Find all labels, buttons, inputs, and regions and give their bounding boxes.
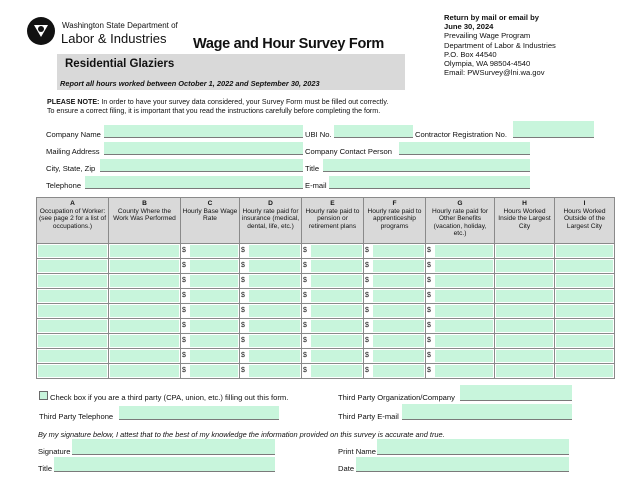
table-cell[interactable] [555, 274, 615, 289]
note-line-2: To ensure a correct filing, it is important that you read the instructions carefully before completing the form. [47, 107, 381, 115]
table-row [37, 319, 615, 334]
signature-input[interactable] [72, 439, 275, 455]
address-line: P.O. Box 44540 [444, 49, 497, 59]
table-cell[interactable] [109, 244, 181, 259]
hours-input[interactable] [556, 275, 613, 287]
table-cell[interactable] [302, 259, 364, 274]
rate-input[interactable] [190, 365, 238, 377]
hours-input[interactable] [556, 290, 613, 302]
address-line: Department of Labor & Industries [444, 40, 556, 50]
email-label: E-mail [305, 181, 327, 190]
currency-symbol: $ [182, 322, 186, 329]
currency-symbol: $ [241, 337, 245, 344]
table-cell[interactable] [555, 244, 615, 259]
hours-input[interactable] [496, 245, 553, 257]
reporting-period: Report all hours worked between October 1, 2022 and September 30, 2023 [60, 79, 320, 88]
table-cell[interactable] [426, 259, 495, 274]
hours-input[interactable] [496, 320, 553, 332]
print-name-input[interactable] [377, 439, 569, 455]
attestation-statement: By my signature below, I attest that to the best of my knowledge the information provided on this survey is accurate and true. [38, 430, 445, 439]
table-cell[interactable] [302, 244, 364, 259]
third-party-checkbox[interactable] [39, 391, 48, 400]
table-cell[interactable] [495, 349, 555, 364]
third-party-org-input[interactable] [460, 385, 572, 401]
table-row [37, 304, 615, 319]
rate-input[interactable] [435, 365, 493, 377]
table-cell[interactable] [495, 244, 555, 259]
email-address: Email: PWSurvey@lni.wa.gov [444, 68, 545, 78]
table-header-row [37, 198, 615, 244]
department-line-1: Washington State Department of [62, 21, 178, 30]
contractor-reg-input[interactable] [513, 121, 594, 138]
date-input[interactable] [356, 457, 569, 472]
table-cell[interactable] [364, 244, 426, 259]
table-cell[interactable] [302, 289, 364, 304]
currency-symbol: $ [427, 247, 431, 254]
rate-input[interactable] [249, 305, 300, 317]
table-cell[interactable] [426, 364, 495, 379]
table-cell[interactable] [37, 319, 109, 334]
currency-symbol: $ [365, 322, 369, 329]
rate-input[interactable] [311, 275, 362, 287]
currency-symbol: $ [303, 262, 307, 269]
currency-symbol: $ [365, 292, 369, 299]
currency-symbol: $ [427, 352, 431, 359]
rate-input[interactable] [435, 320, 493, 332]
currency-symbol: $ [365, 352, 369, 359]
county-input[interactable] [110, 320, 179, 332]
table-cell[interactable] [364, 274, 426, 289]
rate-input[interactable] [373, 365, 424, 377]
rate-input[interactable] [249, 245, 300, 257]
county-input[interactable] [110, 335, 179, 347]
telephone-input[interactable] [85, 176, 303, 189]
rate-input[interactable] [249, 275, 300, 287]
currency-symbol: $ [241, 277, 245, 284]
table-cell[interactable] [364, 349, 426, 364]
table-cell[interactable] [495, 319, 555, 334]
title-label: Title [305, 164, 320, 173]
table-cell[interactable] [495, 334, 555, 349]
table-cell[interactable] [37, 244, 109, 259]
rate-input[interactable] [373, 245, 424, 257]
table-cell[interactable] [302, 349, 364, 364]
table-row [37, 259, 615, 274]
rate-input[interactable] [311, 350, 362, 362]
hours-input[interactable] [556, 365, 613, 377]
currency-symbol: $ [303, 292, 307, 299]
ubi-no-label: UBI No. [305, 130, 332, 139]
column-header-b: B County Where the Work Was Performed [109, 198, 181, 244]
table-cell[interactable] [240, 304, 302, 319]
occupation-input[interactable] [38, 245, 107, 257]
table-cell[interactable] [109, 319, 181, 334]
table-cell[interactable] [109, 289, 181, 304]
company-name-label: Company Name [46, 130, 101, 139]
currency-symbol: $ [303, 352, 307, 359]
currency-symbol: $ [365, 337, 369, 344]
signature-title-label: Title [38, 464, 53, 473]
third-party-email-input[interactable] [402, 404, 572, 420]
column-header-e: E Hourly rate paid to pension or retirement plans [302, 198, 364, 244]
table-cell[interactable] [364, 259, 426, 274]
table-cell[interactable] [240, 334, 302, 349]
table-cell[interactable] [240, 259, 302, 274]
occupation-input[interactable] [38, 260, 107, 272]
occupation-input[interactable] [38, 305, 107, 317]
rate-input[interactable] [373, 275, 424, 287]
table-cell[interactable] [109, 334, 181, 349]
column-header-g: G Hourly rate paid for Other Benefits (vacation, holiday, etc.) [426, 198, 495, 244]
column-header-d: D Hourly rate paid for insurance (medical, dental, life, etc.) [240, 198, 302, 244]
rate-input[interactable] [373, 350, 424, 362]
county-input[interactable] [110, 260, 179, 272]
hours-input[interactable] [496, 335, 553, 347]
hours-input[interactable] [556, 305, 613, 317]
address-line: Olympia, WA 98504-4540 [444, 59, 531, 69]
ubi-no-input[interactable] [334, 125, 413, 138]
currency-symbol: $ [427, 367, 431, 374]
table-row [37, 274, 615, 289]
rate-input[interactable] [249, 320, 300, 332]
table-cell[interactable] [555, 319, 615, 334]
table-cell[interactable] [240, 289, 302, 304]
rate-input[interactable] [311, 320, 362, 332]
currency-symbol: $ [427, 337, 431, 344]
currency-symbol: $ [365, 247, 369, 254]
return-title: Return by mail or email by [444, 13, 539, 22]
table-cell[interactable] [302, 304, 364, 319]
table-cell[interactable] [240, 244, 302, 259]
please-note [47, 98, 427, 116]
rate-input[interactable] [435, 275, 493, 287]
rate-input[interactable] [435, 350, 493, 362]
third-party-telephone-label: Third Party Telephone [39, 412, 114, 421]
department-line-2: Labor & Industries [61, 31, 167, 46]
rate-input[interactable] [190, 245, 238, 257]
table-cell[interactable] [495, 274, 555, 289]
company-contact-label: Company Contact Person [305, 147, 392, 156]
rate-input[interactable] [190, 305, 238, 317]
currency-symbol: $ [182, 352, 186, 359]
county-input[interactable] [110, 275, 179, 287]
table-cell[interactable] [181, 304, 240, 319]
company-contact-input[interactable] [399, 142, 530, 155]
lni-logo-icon [26, 16, 56, 46]
trade-title: Residential Glaziers [65, 58, 175, 70]
rate-input[interactable] [373, 290, 424, 302]
occupation-input[interactable] [38, 275, 107, 287]
wage-table [36, 197, 615, 379]
table-cell[interactable] [495, 304, 555, 319]
table-cell[interactable] [555, 304, 615, 319]
table-cell[interactable] [426, 349, 495, 364]
column-header-f: F Hourly rate paid to apprenticeship programs [364, 198, 426, 244]
title-input[interactable] [323, 159, 530, 172]
rate-input[interactable] [373, 320, 424, 332]
currency-symbol: $ [182, 367, 186, 374]
hours-input[interactable] [496, 365, 553, 377]
rate-input[interactable] [373, 305, 424, 317]
occupation-input[interactable] [38, 320, 107, 332]
table-cell[interactable] [181, 364, 240, 379]
rate-input[interactable] [311, 290, 362, 302]
table-cell[interactable] [364, 334, 426, 349]
currency-symbol: $ [427, 292, 431, 299]
table-cell[interactable] [426, 304, 495, 319]
currency-symbol: $ [241, 352, 245, 359]
currency-symbol: $ [241, 322, 245, 329]
table-row [37, 364, 615, 379]
city-state-zip-input[interactable] [100, 159, 303, 172]
table-cell[interactable] [426, 319, 495, 334]
currency-symbol: $ [241, 247, 245, 254]
column-header-a: A Occupation of Worker: (see page 2 for a list of occupations.) [37, 198, 109, 244]
rate-input[interactable] [373, 335, 424, 347]
hours-input[interactable] [556, 335, 613, 347]
county-input[interactable] [110, 350, 179, 362]
rate-input[interactable] [435, 260, 493, 272]
currency-symbol: $ [182, 247, 186, 254]
currency-symbol: $ [241, 307, 245, 314]
table-cell[interactable] [495, 364, 555, 379]
rate-input[interactable] [249, 260, 300, 272]
table-cell[interactable] [426, 274, 495, 289]
table-cell[interactable] [181, 289, 240, 304]
company-name-input[interactable] [104, 125, 303, 138]
rate-input[interactable] [435, 305, 493, 317]
table-cell[interactable] [302, 274, 364, 289]
table-cell[interactable] [555, 364, 615, 379]
currency-symbol: $ [182, 262, 186, 269]
table-cell[interactable] [37, 259, 109, 274]
currency-symbol: $ [182, 307, 186, 314]
table-cell[interactable] [302, 364, 364, 379]
currency-symbol: $ [427, 322, 431, 329]
currency-symbol: $ [427, 262, 431, 269]
currency-symbol: $ [182, 337, 186, 344]
rate-input[interactable] [311, 305, 362, 317]
county-input[interactable] [110, 305, 179, 317]
hours-input[interactable] [556, 245, 613, 257]
currency-symbol: $ [427, 277, 431, 284]
form-title: Wage and Hour Survey Form [193, 36, 384, 52]
column-header-h: H Hours Worked Inside the Largest City [495, 198, 555, 244]
hours-input[interactable] [496, 350, 553, 362]
currency-symbol: $ [241, 367, 245, 374]
currency-symbol: $ [427, 307, 431, 314]
rate-input[interactable] [249, 350, 300, 362]
currency-symbol: $ [303, 277, 307, 284]
table-cell[interactable] [37, 364, 109, 379]
hours-input[interactable] [556, 320, 613, 332]
mailing-address-label: Mailing Address [46, 147, 100, 156]
rate-input[interactable] [249, 365, 300, 377]
date-label: Date [338, 464, 355, 473]
table-cell[interactable] [364, 289, 426, 304]
rate-input[interactable] [190, 335, 238, 347]
table-cell[interactable] [181, 319, 240, 334]
rate-input[interactable] [190, 260, 238, 272]
currency-symbol: $ [303, 337, 307, 344]
table-row [37, 244, 615, 259]
currency-symbol: $ [365, 307, 369, 314]
column-header-c: C Hourly Base Wage Rate [181, 198, 240, 244]
table-cell[interactable] [426, 289, 495, 304]
hours-input[interactable] [496, 305, 553, 317]
rate-input[interactable] [190, 320, 238, 332]
table-cell[interactable] [364, 304, 426, 319]
signature-title-input[interactable] [54, 457, 275, 472]
mailing-address-input[interactable] [104, 142, 303, 155]
contractor-reg-label: Contractor Registration No. [415, 130, 508, 139]
table-cell[interactable] [181, 334, 240, 349]
table-cell[interactable] [181, 259, 240, 274]
currency-symbol: $ [365, 277, 369, 284]
rate-input[interactable] [435, 290, 493, 302]
table-cell[interactable] [109, 259, 181, 274]
address-line: Prevailing Wage Program [444, 31, 531, 41]
currency-symbol: $ [365, 262, 369, 269]
table-cell[interactable] [37, 349, 109, 364]
wage-table-body [37, 244, 615, 379]
hours-input[interactable] [496, 290, 553, 302]
third-party-org-label: Third Party Organization/Company [338, 393, 455, 402]
table-cell[interactable] [364, 364, 426, 379]
table-cell[interactable] [364, 319, 426, 334]
table-cell[interactable] [240, 319, 302, 334]
telephone-label: Telephone [46, 181, 82, 190]
hours-input[interactable] [556, 350, 613, 362]
currency-symbol: $ [182, 292, 186, 299]
table-cell[interactable] [37, 304, 109, 319]
table-cell[interactable] [37, 334, 109, 349]
note-line-1: In order to have your survey data considered, your Survey Form must be filled out correctly. [101, 98, 389, 106]
table-cell[interactable] [181, 349, 240, 364]
table-cell[interactable] [426, 334, 495, 349]
table-cell[interactable] [109, 304, 181, 319]
print-name-label: Print Name [338, 447, 376, 456]
county-input[interactable] [110, 365, 179, 377]
table-cell[interactable] [181, 244, 240, 259]
third-party-telephone-input[interactable] [119, 406, 279, 420]
rate-input[interactable] [435, 335, 493, 347]
third-party-email-label: Third Party E-mail [338, 412, 399, 421]
rate-input[interactable] [311, 260, 362, 272]
currency-symbol: $ [241, 262, 245, 269]
table-cell[interactable] [240, 349, 302, 364]
occupation-input[interactable] [38, 290, 107, 302]
occupation-input[interactable] [38, 350, 107, 362]
table-cell[interactable] [302, 334, 364, 349]
county-input[interactable] [110, 245, 179, 257]
occupation-input[interactable] [38, 365, 107, 377]
rate-input[interactable] [190, 290, 238, 302]
city-state-zip-label: City, State, Zip [46, 164, 96, 173]
table-cell[interactable] [426, 244, 495, 259]
rate-input[interactable] [373, 260, 424, 272]
currency-symbol: $ [182, 277, 186, 284]
table-cell[interactable] [181, 274, 240, 289]
table-cell[interactable] [302, 319, 364, 334]
email-input[interactable] [329, 176, 530, 189]
hours-input[interactable] [496, 260, 553, 272]
currency-symbol: $ [365, 367, 369, 374]
rate-input[interactable] [249, 290, 300, 302]
table-cell[interactable] [555, 259, 615, 274]
rate-input[interactable] [190, 275, 238, 287]
table-row [37, 349, 615, 364]
table-row [37, 334, 615, 349]
hours-input[interactable] [496, 275, 553, 287]
trade-banner [57, 54, 405, 90]
table-cell[interactable] [240, 274, 302, 289]
currency-symbol: $ [303, 247, 307, 254]
rate-input[interactable] [311, 335, 362, 347]
column-header-i: I Hours Worked Outside of the Largest City [555, 198, 615, 244]
rate-input[interactable] [435, 245, 493, 257]
table-cell[interactable] [495, 289, 555, 304]
hours-input[interactable] [556, 260, 613, 272]
currency-symbol: $ [303, 322, 307, 329]
table-cell[interactable] [37, 274, 109, 289]
currency-symbol: $ [241, 292, 245, 299]
table-cell[interactable] [555, 349, 615, 364]
county-input[interactable] [110, 290, 179, 302]
currency-symbol: $ [303, 367, 307, 374]
return-date: June 30, 2024 [444, 22, 494, 32]
currency-symbol: $ [303, 307, 307, 314]
table-cell[interactable] [555, 289, 615, 304]
table-cell[interactable] [109, 274, 181, 289]
table-cell[interactable] [240, 364, 302, 379]
table-cell[interactable] [555, 334, 615, 349]
third-party-checkbox-label: Check box if you are a third party (CPA, union, etc.) filling out this form. [50, 393, 289, 402]
table-cell[interactable] [109, 364, 181, 379]
return-instructions [444, 13, 556, 77]
rate-input[interactable] [249, 335, 300, 347]
rate-input[interactable] [311, 365, 362, 377]
note-label: PLEASE NOTE: [47, 98, 100, 106]
table-row [37, 289, 615, 304]
rate-input[interactable] [311, 245, 362, 257]
rate-input[interactable] [190, 350, 238, 362]
table-cell[interactable] [109, 349, 181, 364]
table-cell[interactable] [495, 259, 555, 274]
occupation-input[interactable] [38, 335, 107, 347]
signature-label: Signature [38, 447, 71, 456]
table-cell[interactable] [37, 289, 109, 304]
